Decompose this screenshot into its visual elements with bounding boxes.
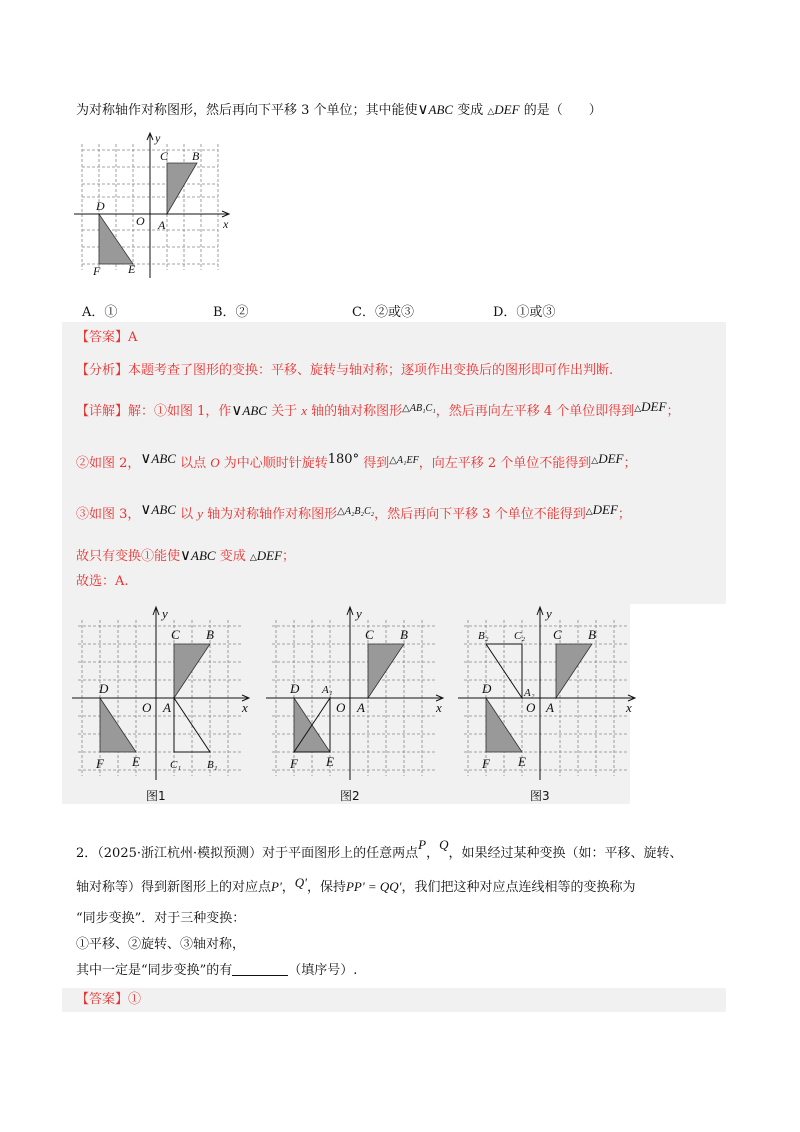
q1-detail-1: 【详解】解：①如图 1，作∨ABC 关于 x 轴的轴对称图形$^{\triangle AB_1C_1}$，然后再向左平移 4 个单位即得到△DEF；: [76, 399, 680, 419]
q2-line-2: 轴对称等）得到新图形上的对应点P'，Q'，保持PP' = QQ'，我们把这种对应点连线相等的变换称为: [76, 875, 636, 895]
solution-figure-3: [452, 604, 642, 804]
q2-answer: 【答案】①: [76, 992, 142, 1007]
option-c: C．②或③: [352, 305, 414, 320]
svg-text:x: x: [626, 700, 632, 715]
q1-stem: 为对称轴作对称图形，然后再向下平移 3 个单位；其中能使∨ABC 变成 △DEF 的是（ ）: [76, 100, 602, 118]
q1-figure: [66, 130, 238, 280]
q1-analysis: 【分析】本题考查了图形的变换：平移、旋转与轴对称；逐项作出变换后的图形即可作出判断.: [76, 363, 614, 378]
svg-text:C: C: [171, 627, 180, 642]
q2-line-4: ①平移、②旋转、③轴对称，: [76, 937, 246, 952]
q2-line-5: 其中一定是“同步变换”的有 （填序号）.: [76, 963, 358, 978]
triangle-abc: [167, 163, 197, 214]
solution-figure-2: [260, 604, 450, 804]
svg-text:B: B: [206, 627, 214, 642]
svg-text:C₁: C₁: [170, 759, 182, 771]
svg-text:E: E: [132, 754, 140, 769]
svg-text:A: A: [163, 700, 171, 715]
svg-text:F: F: [482, 756, 490, 771]
svg-text:x: x: [242, 700, 248, 715]
solution-figure-1: [66, 604, 256, 804]
svg-text:D: D: [482, 681, 492, 696]
q1-detail-3: ③如图 3，∨ABC 以 y 轴为对称轴作对称图形$^{\triangle A_2B_2C_2}$，然后再向下平移 3 个单位不能得到△DEF；: [76, 500, 631, 522]
svg-text:y: y: [356, 606, 362, 621]
svg-text:E: E: [518, 754, 526, 769]
label-b: B: [192, 149, 200, 163]
q2-line-3: “同步变换”．对于三种变换：: [76, 911, 246, 926]
caption-figure-2: 图2: [340, 789, 360, 803]
svg-text:A: A: [357, 700, 365, 715]
caption-figure-1: 图1: [146, 789, 166, 803]
svg-text:D: D: [290, 681, 300, 696]
answer-blank[interactable]: [232, 962, 288, 976]
label-e: E: [128, 262, 136, 276]
q1-detail-5: 故选：A.: [76, 574, 129, 589]
svg-text:E: E: [326, 754, 334, 769]
label-a: A: [158, 218, 166, 232]
q2-answer-band: [62, 988, 726, 1012]
svg-text:A₂: A₂: [524, 687, 535, 699]
svg-text:O: O: [142, 700, 152, 715]
svg-text:D: D: [99, 681, 109, 696]
svg-text:F: F: [290, 756, 298, 771]
svg-text:B₁: B₁: [207, 759, 218, 771]
svg-text:y: y: [546, 606, 552, 621]
q1-answer: 【答案】A: [76, 330, 138, 345]
option-d: D．①或③: [493, 305, 556, 320]
label-o: O: [136, 214, 145, 228]
svg-text:A₁: A₁: [322, 684, 333, 696]
q2-line-1: 2．（2025·浙江杭州·模拟预测）对于平面图形上的任意两点P，Q，如果经过某种变换（如：平移、旋转、: [76, 837, 683, 861]
label-y: y: [155, 131, 161, 145]
label-f: F: [93, 264, 101, 278]
svg-text:O: O: [526, 700, 536, 715]
label-d: D: [96, 199, 105, 213]
caption-figure-3: 图3: [530, 789, 550, 803]
svg-text:F: F: [96, 756, 104, 771]
svg-text:y: y: [162, 606, 168, 621]
option-a: A．①: [82, 305, 118, 320]
svg-text:A: A: [546, 700, 554, 715]
svg-text:x: x: [436, 700, 442, 715]
svg-text:B: B: [588, 627, 596, 642]
svg-text:C: C: [365, 627, 374, 642]
option-b: B．②: [213, 305, 249, 320]
svg-text:C: C: [553, 627, 562, 642]
label-x: x: [223, 217, 229, 231]
label-c: C: [160, 149, 169, 163]
q1-detail-2: ②如图 2，∨ABC 以点 O 为中心顺时针旋转180° 得到$^{\triangle A_1EF}$，向左平移 2 个单位不能得到△DEF；: [76, 449, 637, 471]
svg-text:B: B: [400, 627, 408, 642]
svg-text:C₂: C₂: [514, 630, 526, 642]
svg-text:O: O: [336, 700, 346, 715]
q1-detail-4: 故只有变换①能使∨ABC 变成 △DEF；: [76, 546, 296, 564]
svg-text:B₂: B₂: [478, 630, 489, 642]
